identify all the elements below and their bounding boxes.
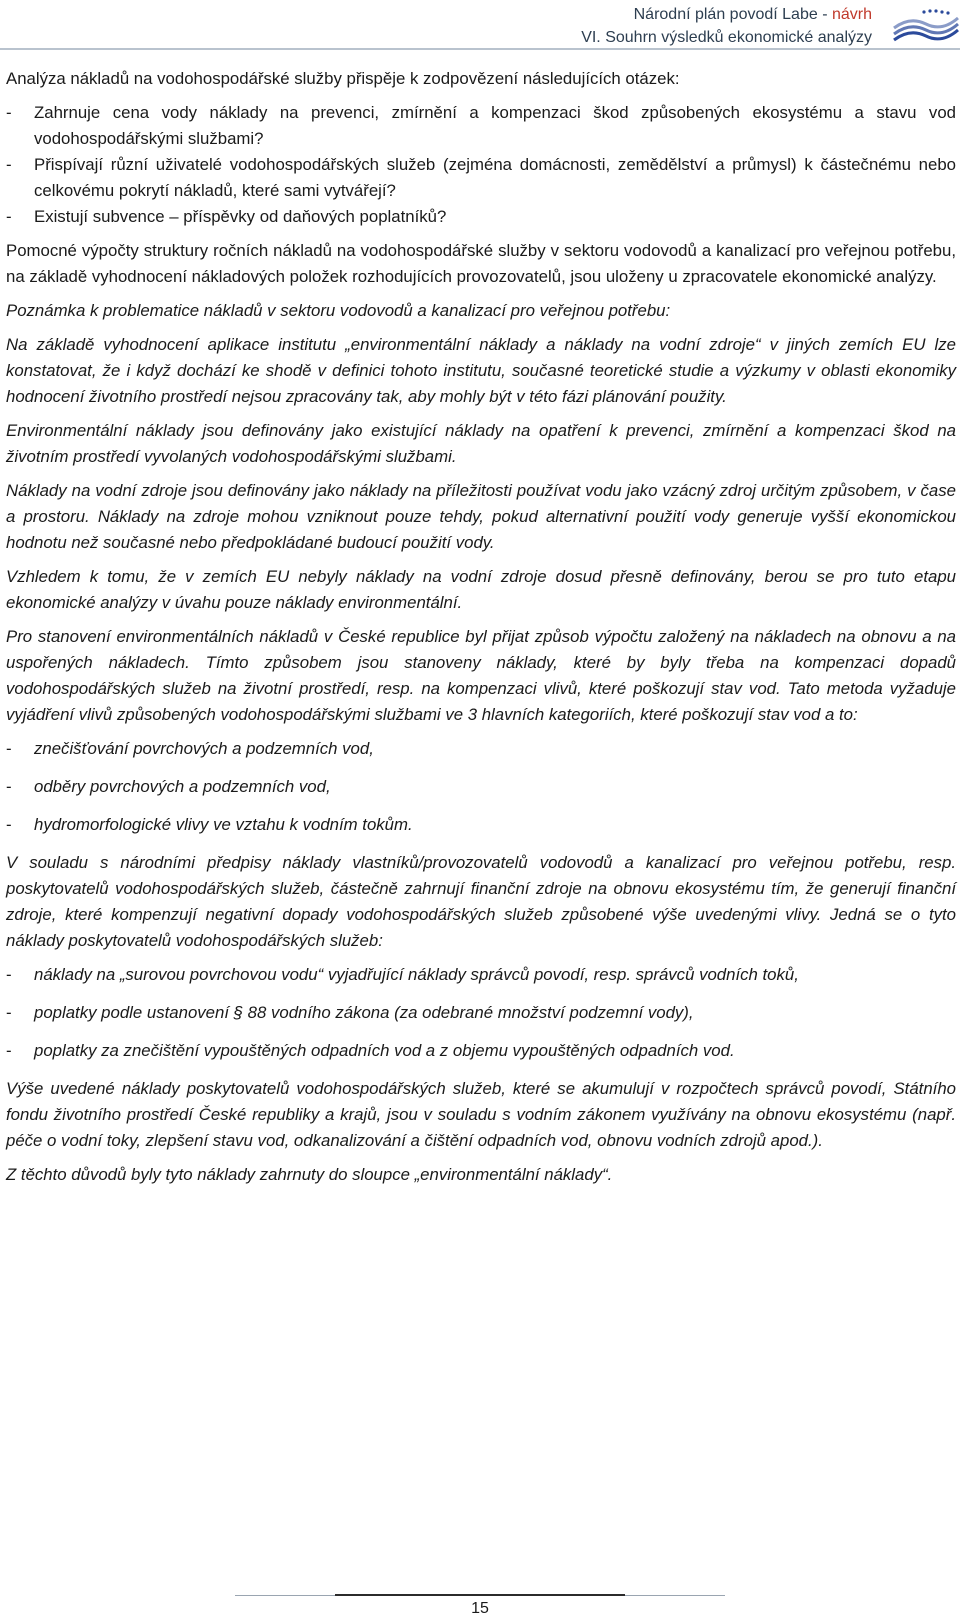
paragraph-calculations: Pomocné výpočty struktury ročních nákladů na vodohospodářské služby v sektoru vodovodů a kanalizací pro veřejnou potřebu, na základě vyhodnocení nákladových položek rozhodujících provozovatelů, jsou uloženy u zpracovatele ekonomické analýzy. <box>6 241 956 286</box>
questions-list <box>6 100 956 230</box>
page-header <box>0 0 960 52</box>
question-item: - Zahrnuje cena vody náklady na prevenci, zmírnění a kompenzaci škod způsobených ekosystému a stavu vod vodohospodářskými službami? <box>6 100 956 152</box>
costs-list <box>6 962 956 1064</box>
paragraph-national-regulations: V souladu s národními předpisy náklady vlastníků/provozovatelů vodovodů a kanalizací pro veřejnou potřebu, resp. poskytovatelů vodohospodářských služeb, částečně zahrnují finanční zdroje na obnovu ekosystému tím, že generují finanční zdroje, které kompenzují negativní dopady vodohospodářských služeb způsobené výše uvedenými vlivy. Jedná se o tyto náklady poskytovatelů vodohospodářských služeb: <box>6 853 956 950</box>
category-item: - hydromorfologické vlivy ve vztahu k vodním tokům. <box>6 812 956 838</box>
paragraph-ecosystem-renewal: Výše uvedené náklady poskytovatelů vodohospodářských služeb, které se akumulují v rozpočtech správců povodí, Státního fondu životního prostředí České republiky a krajů, jsou v souladu s vodním zákonem využívány na obnovu ekosystému (např. péče o vodní toky, zlepšení stavu vod, odkanalizování a čištění odpadních vod, obnovu vodních zdrojů apod.). <box>6 1079 956 1150</box>
paragraph-resource-costs: Náklady na vodní zdroje jsou definovány jako náklady na příležitosti používat vodu jako vzácný zdroj určitým způsobem, v čase a prostoru. Náklady na zdroje mohou vzniknout pouze tehdy, pokud alternativní použití vody generuje vyšší ekonomickou hodnotu než současné nebo předpokládané budoucí použití vody. <box>6 481 956 552</box>
note-heading: Poznámka k problematice nákladů v sektoru vodovodů a kanalizací pro veřejnou potřebu: <box>6 301 671 320</box>
header-title-accent: návrh <box>831 6 872 23</box>
intro-paragraph: Analýza nákladů na vodohospodářské služby přispěje k zodpovězení následujících otázek: <box>6 69 680 88</box>
question-item: - Přispívají různí uživatelé vodohospodářských služeb (zejména domácnosti, zemědělství a průmysl) k částečnému nebo celkovému pokrytí nákladů, které sami vytvářejí? <box>6 152 956 204</box>
paragraph-eu-definition: Vzhledem k tomu, že v zemích EU nebyly náklady na vodní zdroje dosud přesně definovány, berou se pro tuto etapu ekonomické analýzy v úvahu pouze náklady environmentální. <box>6 567 956 612</box>
document-body <box>6 66 956 1196</box>
footer-divider-center <box>335 1594 625 1596</box>
cost-item: - poplatky podle ustanovení § 88 vodního zákona (za odebrané množství podzemní vody), <box>6 1000 956 1026</box>
header-subtitle: VI. Souhrn výsledků ekonomické analýzy <box>581 29 872 46</box>
category-item: - odběry povrchových a podzemních vod, <box>6 774 956 800</box>
header-title <box>581 3 872 26</box>
header-divider <box>0 48 960 50</box>
category-item: - znečišťování povrchových a podzemních vod, <box>6 736 956 762</box>
categories-list <box>6 736 956 838</box>
header-title-block <box>581 3 872 49</box>
paragraph-environmental-costs: Environmentální náklady jsou definovány jako existující náklady na opatření k prevenci, zmírnění a kompenzaci škod na životním prostředí vyvolaných vodohospodářskými službami. <box>6 421 956 466</box>
page-number: 15 <box>471 1600 489 1617</box>
paragraph-cz-method: Pro stanovení environmentálních nákladů v České republice byl přijat způsob výpočtu založený na nákladech na obnovu a na uspořených nákladech. Tímto způsobem jsou stanoveny náklady, které by byly třeba na kompenzaci dopadů vodohospodářských služeb na životní prostředí, resp. na kompenzaci vlivů, které poškozují stav vod. Tato metoda vyžaduje vyjádření vlivů způsobených vodohospodářskými službami ve 3 hlavních kategoriích, které poškozují stav vod a to: <box>6 627 956 724</box>
paragraph-conclusion: Z těchto důvodů byly tyto náklady zahrnuty do sloupce „environmentální náklady“. <box>6 1165 613 1184</box>
header-title-prefix: Národní plán povodí Labe - <box>633 6 832 23</box>
cost-item: - náklady na „surovou povrchovou vodu“ vyjadřující náklady správců povodí, resp. správců vodních toků, <box>6 962 956 988</box>
paragraph-eu-assessment: Na základě vyhodnocení aplikace institutu „environmentální náklady a náklady na vodní zdroje“ v jiných zemích EU lze konstatovat, že i když dochází ke shodě v definici tohoto institutu, současné teoretické studie a výzkumy v oblasti ekonomiky hodnocení životního prostředí nejsou zpracovány tak, aby mohly být v této fázi plánování použity. <box>6 335 956 406</box>
eu-flag-wave-logo-icon <box>890 4 960 44</box>
question-item: - Existují subvence – příspěvky od daňových poplatníků? <box>6 204 956 230</box>
cost-item: - poplatky za znečištění vypouštěných odpadních vod a z objemu vypouštěných odpadních vod. <box>6 1038 956 1064</box>
